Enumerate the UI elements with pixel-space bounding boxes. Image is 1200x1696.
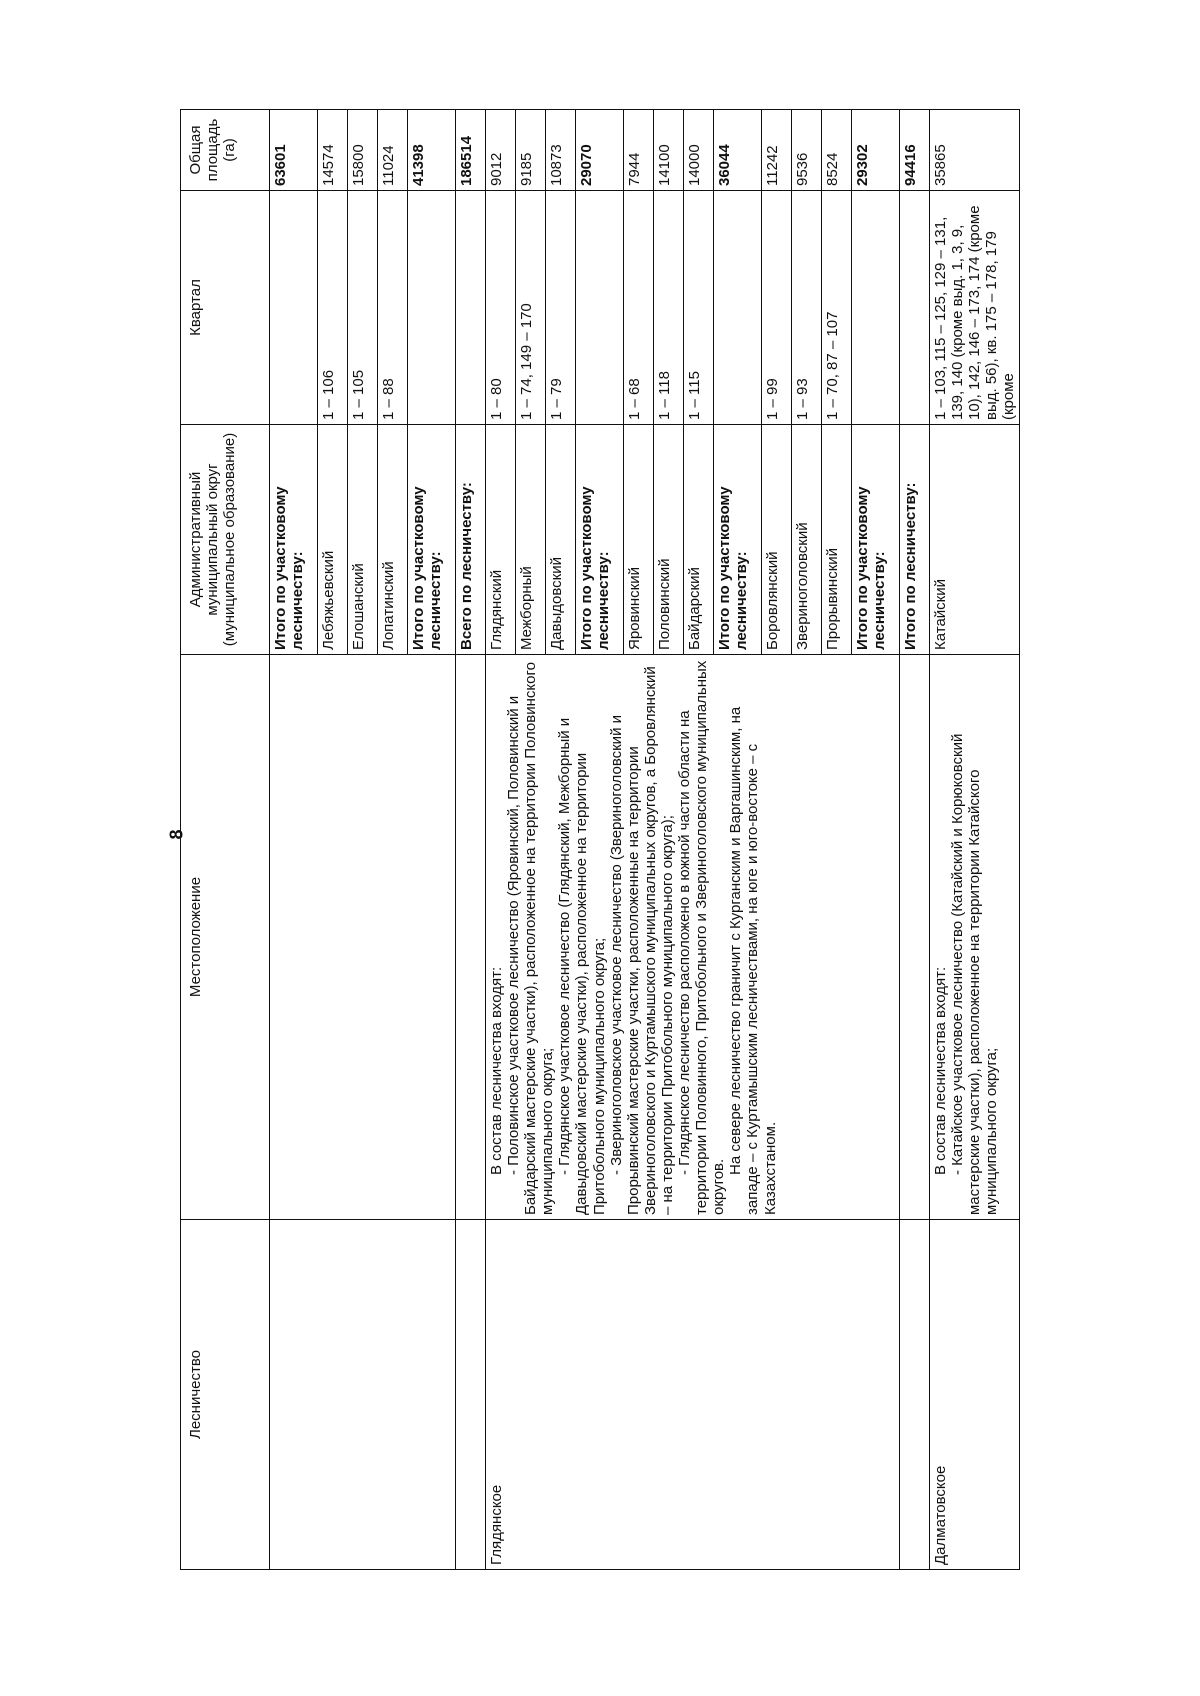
area-cell: 11242 — [762, 110, 792, 191]
area-cell: 8524 — [822, 110, 852, 191]
district-cell: Всего по лесничеству: — [456, 425, 486, 655]
area-cell: 36044 — [714, 110, 762, 191]
area-cell: 94416 — [900, 110, 930, 191]
quarter-cell — [714, 191, 762, 425]
district-cell: Итого по участковому лесничеству: — [714, 425, 762, 655]
district-cell: Лопатинский — [378, 425, 408, 655]
district-cell: Итого по лесничеству: — [900, 425, 930, 655]
area-cell: 9012 — [486, 110, 516, 191]
area-cell: 14100 — [654, 110, 684, 191]
location-cell — [270, 655, 456, 1220]
quarter-cell: 1 – 93 — [792, 191, 822, 425]
location-paragraph: На севере лесничество граничит с Курганским и Варгашинским, на западе – с Куртамышским лесничествами, на юге и юго-востоке – с Казахстаном. — [727, 706, 779, 1215]
area-cell: 15800 — [348, 110, 378, 191]
quarter-cell: 1 – 74, 149 – 170 — [516, 191, 546, 425]
area-cell: 186514 — [456, 110, 486, 191]
header-area: Общая площадь (га) — [181, 110, 270, 191]
location-paragraph: - Глядянское участковое лесничество (Глядянский, Межборный и Давыдовский мастерские участки), расположенное на территории Притобольного муниципального округа; — [556, 717, 608, 1215]
location-paragraph: - Глядянское лесничество расположено в южной части области на территории Половинного, Притобольного и Звериноголовского муниципальных округов. — [676, 660, 728, 1215]
quarter-cell — [852, 191, 900, 425]
quarter-cell — [900, 191, 930, 425]
district-cell: Половинский — [654, 425, 684, 655]
forestry-cell — [456, 1220, 486, 1570]
header-location: Местоположение — [181, 655, 270, 1220]
location-paragraph: В состав лесничества входят: — [488, 966, 505, 1175]
quarter-cell: 1 – 118 — [654, 191, 684, 425]
forestry-name-glyadyanskoe: Глядянское — [486, 1220, 900, 1570]
header-district: Административный муниципальный округ (муниципальное образование) — [181, 425, 270, 655]
area-cell: 14000 — [684, 110, 714, 191]
quarter-cell: 1 – 70, 87 – 107 — [822, 191, 852, 425]
table-row — [930, 110, 1020, 1570]
table-header-row — [181, 110, 270, 1570]
location-paragraph: - Катайское участковое лесничество (Катайский и Корюковский мастерские участки), расположенное на территории Катайского муниципального округа; — [949, 733, 1001, 1215]
location-cell — [900, 655, 930, 1220]
header-quarter: Квартал — [181, 191, 270, 425]
area-cell: 11024 — [378, 110, 408, 191]
district-cell: Боровлянский — [762, 425, 792, 655]
table-row — [270, 110, 318, 1570]
header-forestry: Лесничество — [181, 1220, 270, 1570]
location-cell — [456, 655, 486, 1220]
table-row — [900, 110, 930, 1570]
area-cell: 35865 — [930, 110, 1020, 191]
location-paragraph: - Звериноголовское участковое лесничество (Звериноголовский и Прорывинский мастерские участки, расположенные на территории Звериноголовского и Куртамышского муниципальных округов, а Боровлянский – на территории Притобольного муниципального округа); — [607, 666, 676, 1215]
district-cell: Давыдовский — [546, 425, 576, 655]
district-cell: Катайский — [930, 425, 1020, 655]
district-cell: Итого по участковому лесничеству: — [576, 425, 624, 655]
area-cell: 9185 — [516, 110, 546, 191]
quarter-cell: 1 – 80 — [486, 191, 516, 425]
table-row — [486, 110, 516, 1570]
forestry-table — [180, 109, 1020, 1570]
district-cell: Итого по участковому лесничеству: — [408, 425, 456, 655]
district-cell: Яровинский — [624, 425, 654, 655]
location-glyadyanskoe — [486, 655, 900, 1220]
quarter-cell: 1 – 105 — [348, 191, 378, 425]
district-cell: Лебяжьевский — [318, 425, 348, 655]
quarter-cell: 1 – 68 — [624, 191, 654, 425]
area-cell: 41398 — [408, 110, 456, 191]
area-cell: 29302 — [852, 110, 900, 191]
area-cell: 10873 — [546, 110, 576, 191]
quarter-cell: 1 – 99 — [762, 191, 792, 425]
quarter-cell: 1 – 88 — [378, 191, 408, 425]
area-cell: 7944 — [624, 110, 654, 191]
district-cell: Итого по участковому лесничеству: — [270, 425, 318, 655]
quarter-cell — [576, 191, 624, 425]
quarter-cell: 1 – 115 — [684, 191, 714, 425]
quarter-cell: 1 – 79 — [546, 191, 576, 425]
forestry-name-dalmatovskoe: Далматовское — [930, 1220, 1020, 1570]
district-cell: Прорывинский — [822, 425, 852, 655]
area-cell: 63601 — [270, 110, 318, 191]
district-cell: Байдарский — [684, 425, 714, 655]
area-cell: 14574 — [318, 110, 348, 191]
area-cell: 29070 — [576, 110, 624, 191]
rotated-document — [180, 110, 1200, 1570]
district-cell: Глядянский — [486, 425, 516, 655]
quarter-cell: 1 – 103, 115 – 125, 129 – 131, 139, 140 (кроме выд. 1, 3, 9, 10), 142, 146 – 173, 174 (кроме выд. 56), кв. 175 – 178, 179 (кроме — [930, 191, 1020, 425]
forestry-cell — [900, 1220, 930, 1570]
location-paragraph: В состав лесничества входят: — [932, 966, 949, 1175]
district-cell: Елошанский — [348, 425, 378, 655]
district-cell: Звериноголовский — [792, 425, 822, 655]
table-row — [456, 110, 486, 1570]
page-number: 8 — [166, 829, 187, 840]
quarter-cell — [456, 191, 486, 425]
location-dalmatovskoe — [930, 655, 1020, 1220]
district-cell: Межборный — [516, 425, 546, 655]
area-cell: 9536 — [792, 110, 822, 191]
quarter-cell: 1 – 106 — [318, 191, 348, 425]
quarter-cell — [408, 191, 456, 425]
quarter-cell — [270, 191, 318, 425]
location-paragraph: - Половинское участковое лесничество (Яровинский, Половинский и Байдарский мастерские участки), расположенное на территории Половинского муниципального округа; — [505, 662, 557, 1215]
district-cell: Итого по участковому лесничеству: — [852, 425, 900, 655]
forestry-cell — [270, 1220, 456, 1570]
